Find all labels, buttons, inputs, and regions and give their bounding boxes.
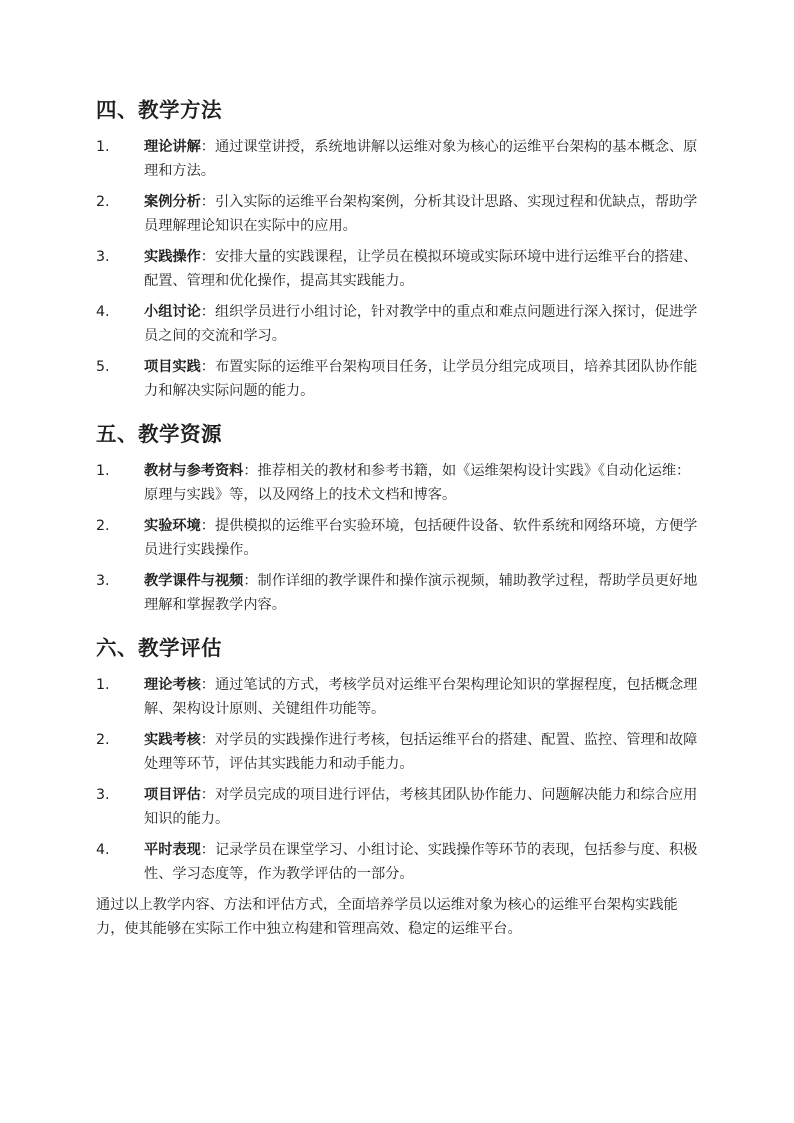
list-number: 2. [96, 732, 110, 748]
list-number: 4. [96, 304, 110, 320]
list-term: 小组讨论 [144, 304, 201, 320]
section-teaching-resources [96, 416, 700, 617]
term-separator: ： [200, 304, 215, 320]
list-number: 3. [96, 573, 110, 589]
section-title: 五、教学资源 [96, 422, 222, 446]
list-item [96, 190, 700, 238]
list-term: 实践操作 [144, 249, 201, 265]
list-number: 1. [96, 139, 110, 155]
conclusion-paragraph: 通过以上教学内容、方法和评估方式，全面培养学员以运维对象为核心的运维平台架构实践能力，使其能够在实际工作中独立构建和管理高效、稳定的运维平台。 [96, 897, 678, 937]
list-item [96, 673, 700, 721]
list-item [96, 355, 700, 403]
list-term: 理论考核 [144, 677, 201, 693]
term-separator: ： [200, 677, 215, 693]
list-text: 对学员的实践操作进行考核，包括运维平台的搭建、配置、监控、管理和故障处理等环节，评估其实践能力和动手能力。 [144, 732, 698, 772]
list-term: 项目评估 [144, 787, 201, 803]
list-term: 实验环境 [144, 518, 201, 534]
list-number: 4. [96, 842, 110, 858]
numbered-list [96, 459, 700, 617]
term-separator: ： [200, 787, 215, 803]
list-text: 引入实际的运维平台架构案例，分析其设计思路、实现过程和优缺点，帮助学员理解理论知识在实际中的应用。 [144, 194, 698, 234]
term-separator: ： [243, 463, 258, 479]
term-separator: ： [200, 249, 215, 265]
numbered-list [96, 673, 700, 886]
list-text: 推荐相关的教材和参考书籍，如《运维架构设计实践》《自动化运维：原理与实践》等，以及网络上的技术文档和博客。 [144, 463, 691, 503]
list-text: 制作详细的教学课件和操作演示视频，辅助教学过程，帮助学员更好地理解和掌握教学内容。 [144, 573, 698, 613]
list-item [96, 838, 700, 886]
numbered-list [96, 135, 700, 403]
term-separator: ： [243, 573, 258, 589]
list-number: 2. [96, 194, 110, 210]
list-number: 3. [96, 787, 110, 803]
list-number: 5. [96, 359, 110, 375]
list-item [96, 459, 700, 507]
list-number: 3. [96, 249, 110, 265]
list-term: 教材与参考资料 [144, 463, 244, 479]
list-term: 平时表现 [144, 842, 201, 858]
list-term: 项目实践 [144, 359, 201, 375]
list-text: 安排大量的实践课程，让学员在模拟环境或实际环境中进行运维平台的搭建、配置、管理和优化操作，提高其实践能力。 [144, 249, 698, 289]
term-separator: ： [200, 359, 215, 375]
list-item [96, 728, 700, 776]
list-text: 布置实际的运维平台架构项目任务，让学员分组完成项目，培养其团队协作能力和解决实际问题的能力。 [144, 359, 698, 399]
list-term: 案例分析 [144, 194, 201, 210]
section-title: 四、教学方法 [96, 98, 222, 122]
list-item [96, 245, 700, 293]
list-item [96, 135, 700, 183]
list-item [96, 569, 700, 617]
list-number: 1. [96, 463, 110, 479]
list-term: 实践考核 [144, 732, 201, 748]
list-number: 1. [96, 677, 110, 693]
list-item [96, 300, 700, 348]
list-term: 理论讲解 [144, 139, 201, 155]
term-separator: ： [200, 518, 215, 534]
list-item [96, 514, 700, 562]
list-text: 对学员完成的项目进行评估，考核其团队协作能力、问题解决能力和综合应用知识的能力。 [144, 787, 698, 827]
list-text: 提供模拟的运维平台实验环境，包括硬件设备、软件系统和网络环境，方便学员进行实践操作。 [144, 518, 698, 558]
section-teaching-methods [96, 92, 700, 403]
list-item [96, 783, 700, 831]
list-text: 组织学员进行小组讨论，针对教学中的重点和难点问题进行深入探讨，促进学员之间的交流和学习。 [144, 304, 698, 344]
section-teaching-evaluation [96, 630, 700, 886]
section-title: 六、教学评估 [96, 636, 222, 660]
list-text: 通过课堂讲授，系统地讲解以运维对象为核心的运维平台架构的基本概念、原理和方法。 [144, 139, 698, 179]
list-term: 教学课件与视频 [144, 573, 244, 589]
term-separator: ： [200, 194, 215, 210]
term-separator: ： [200, 732, 215, 748]
list-text: 通过笔试的方式，考核学员对运维平台架构理论知识的掌握程度，包括概念理解、架构设计原则、关键组件功能等。 [144, 677, 698, 717]
term-separator: ： [200, 842, 215, 858]
term-separator: ： [200, 139, 215, 155]
list-text: 记录学员在课堂学习、小组讨论、实践操作等环节的表现，包括参与度、积极性、学习态度等，作为教学评估的一部分。 [144, 842, 698, 882]
document-page [96, 92, 700, 955]
list-number: 2. [96, 518, 110, 534]
